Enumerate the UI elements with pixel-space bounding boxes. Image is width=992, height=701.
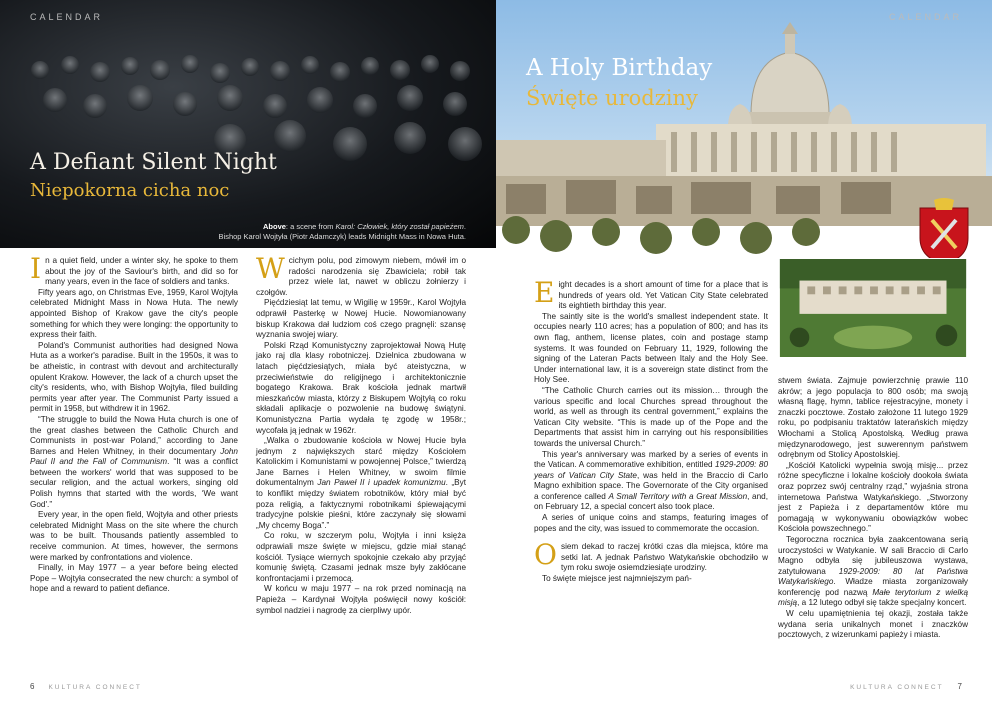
paragraph: cichym polu, pod zimowym niebem, mówił im o radości narodzenia się Zbawiciela; robił tak przez wiele lat, nawet w obliczu żołnierzy i czołgów.	[256, 256, 466, 297]
article-title-pl: Święte urodziny	[526, 86, 698, 110]
paragraph: siem dekad to raczej krótki czas dla miejsca, które ma setki lat. A jednak Państwo Watykańskie obchodziło w tym roku swoje osiemdziesiąte urodziny.	[560, 542, 768, 573]
paragraph: W celu upamiętnienia tej okazji, została także wydana seria unikalnych monet i znaczków pocztowych, z wizerunkami papieży i miasta.	[778, 609, 968, 640]
paragraph: Every year, in the open field, Wojtyła and other priests celebrated Midnight Mass on the site where the church was to be built. Thousands patiently assembled to receive communion. At times, however, the sermons were marked by confrontations and violence.	[30, 510, 238, 562]
paragraph: To święte miejsce jest najmniejszym pań-	[542, 574, 692, 584]
section-label: CALENDAR	[888, 12, 962, 22]
section-label: CALENDAR	[30, 12, 104, 22]
paragraph: Finally, in May 1977 – a year before being elected Pope – Wojtyła consecrated the new church: a symbol of hope and a reward to patient defiance.	[30, 563, 238, 594]
paragraph: Polski Rząd Komunistyczny zaprojektował Nową Hutę jako raj dla klasy robotniczej. Dzielnica zbudowana w latach pięćdziesiątych, miała być ateistyczna, w przeciwieństwie do religijnego i architektonicznie bogatego Krakowa. Brak kościoła jednak martwił mieszkańców miasta, którzy z Biskupem Wojtyłą co roku składali aplikacje o pozwolenie na budowę świątyni. Komunistyczna Partia wydała tę zgodę w 1958r.; wycofała ją jednak w 1962r.	[256, 340, 466, 435]
paragraph: “The struggle to build the Nowa Huta church is one of the great clashes between the Catholic Church and Communists in post-war Poland,” according to Jane Barnes and Helen Whitney, in their documentary John Paul II and the Fall of Communism. “It was a conflict between the workers' world that was supposed to be secular religion, and the actual workers, singing old Polish hymns that started with the words, ‘We want God'.”	[30, 414, 238, 509]
crowd-illustration	[0, 40, 496, 200]
right-page	[496, 0, 992, 701]
drop-cap: I	[30, 252, 42, 285]
vatican-gardens-photo	[778, 258, 968, 358]
page-number: 7	[957, 682, 962, 691]
caption-text: .	[463, 222, 466, 231]
article-column-en	[534, 276, 769, 585]
paragraph: stwem świata. Zajmuje powierzchnię prawie 110 akrów; a jego populacja to 800 osób; ma swoją własną flagę, hymn, tablice rejestracyjne, monety i znaczki pocztowe. Zostało założone 11 lutego 1929 roku, po podpisaniu traktatów laterańskich między Włochami a Stolicą Apostolską. Według prawa międzynarodowego, jest suwerennym państwem odrębnym od Stolicy Apostolskiej.	[778, 376, 968, 460]
article-title-en: A Holy Birthday	[526, 55, 713, 81]
paragraph: ight decades is a short amount of time for a place that is hundreds of years old. Yet Vatican City State celebrated its eightieth birthday this year.	[558, 280, 768, 311]
paragraph: Poland's Communist authorities had designed Nowa Huta as a worker's paradise. Built in the 1950s, it was to be atheistic, in contrast with devout and architecturally opulent Krakow. However, the lack of a church upset the city's residents, who, with Bishop Wojtyła, filed building permits year after year. The Communist Party issued a permit in 1958, but withdrew it in 1962.	[30, 340, 238, 414]
paragraph: Pięćdziesiąt lat temu, w Wigilię w 1959r., Karol Wojtyła odprawił Pasterkę w Nowej Hucie. Nowomianowany biskup Krakowa dał ludziom coś czego pragnęli: szansę wyznania swojej wiary.	[256, 298, 466, 340]
page-footer	[850, 682, 962, 691]
drop-cap: W	[256, 252, 285, 285]
photo-caption	[166, 222, 466, 242]
paragraph: The saintly site is the world's smallest independent state. It occupies nearly 110 acres; has a population of 800; and has its own flag, anthem, license plates, coin and postage stamp systems. It was founded on February 11, 1929, following the signing of the Lateran Pacts between Italy and the Holy See. Under international law, it is a sovereign state distinct from the Holy See.	[534, 311, 768, 385]
caption-film-title: Karol: Człowiek, który został papieżem	[335, 222, 464, 231]
caption-text: : a scene from	[285, 222, 336, 231]
paragraph: This year's anniversary was marked by a series of events in the Vatican. A commemorative exhibition, entitled 1929-2009: 80 years of Vatican City State, was held in the Braccio di Carlo Magno exhibition space. The Governorate of the City organised a conference called A Small Territory with a Great Mission, and, on February 12, a special concert also took place.	[534, 449, 769, 512]
paragraph: “The Catholic Church carries out its mission… through the various specific and local Churches spread throughout the world, as well as through its central government,” explains the Vatican City website. “This is made up of the Pope and the Departments that assist him in carrying out his responsibilities towards the universal Church.”	[534, 385, 768, 448]
drop-cap: E	[534, 276, 555, 309]
paragraph: „Kościół Katolicki wypełnia swoją misję... przez różne specyficzne i lokalne kościoły dookoła świata oraz poprzez swój centralny rząd,” wyjaśnia strona internetowa Państwa Watykańskiego. „Stworzony jest z Papieża i z departamentów które mu pomagają w wykonywaniu obowiązków wobec Kościoła powszechnego.”	[778, 460, 968, 534]
paragraph: „Walka o zbudowanie kościoła w Nowej Hucie była jednym z największych starć między Kościołem Katolickim i Komunistami w powojennej Polsce,” twierdzą Jane Barnes i Helen Whitney, w swoim filmie dokumentalnym Jan Paweł II i upadek komunizmu. „Byt to konflikt między światem robotników, który miał być poza religią, a faktycznymi robotnikami śpiewającymi tradycyjne polskie pieśni, które zaczynały się słowami „My chcemy Boga”.”	[256, 436, 467, 530]
paragraph: Fifty years ago, on Christmas Eve, 1959, Karol Wojtyła celebrated Midnight Mass in Nowa Huta. The newly appointed Bishop of Krakow gave the city's people something for which they were longing: the opportunity to express their faith.	[30, 287, 238, 340]
page-footer	[30, 682, 142, 691]
article-title-en: A Defiant Silent Night	[30, 150, 277, 175]
caption-lead: Above	[262, 222, 286, 231]
paragraph: Tegoroczna rocznica była zaakcentowana serią uroczystości w Watykanie. W sali Braccio di Carlo Magno odbyła się jubileuszowa wystawa, zatytułowana 1929-2009: 80 lat Państwa Watykańskiego. Władze miasta zorganizowały konferencję pod nazwą Małe terytorium z wielką misją, a 12 lutego odbył się także specjalny koncert.	[778, 534, 969, 608]
paragraph: W końcu w maju 1977 – na rok przed nominacją na Papieża – Kardynał Wojtyła poświęcił nowy kościół: symbol nadziei i nagrodę za cierpliwy upór.	[256, 584, 466, 615]
magazine-name: KULTURA CONNECT	[850, 684, 944, 691]
caption-text: Bishop Karol Wojtyła (Piotr Adamczyk) leads Midnight Mass in Nowa Huta.	[218, 232, 466, 241]
article-column-pl	[256, 252, 467, 616]
paragraph: n a quiet field, under a winter sky, he spoke to them about the joy of the Saviour's birth, and did so for many years, even in the face of soldiers and tanks.	[45, 256, 238, 287]
page-number: 6	[30, 682, 35, 691]
drop-cap: O	[534, 538, 557, 572]
vatican-coat-of-arms-icon	[914, 198, 974, 266]
article-column-en	[30, 252, 238, 595]
paragraph: Co roku, w szczerym polu, Wojtyła i inni księża odprawiali msze święte w miejscu, gdzie miał stanąć kościół. Tysiące wiernych spokojnie czekało aby przyjąć komunię świętą. Czasami jednak msze były zakłócane konfrontacjami i przemocą.	[256, 531, 466, 583]
article-title-pl: Niepokorna cicha noc	[30, 180, 230, 201]
article-column-pl	[778, 376, 968, 641]
paragraph: A series of unique coins and stamps, featuring images of popes and the city, was issued to commemorate the occasion.	[534, 513, 768, 533]
hero-image-midnight-mass	[0, 0, 496, 248]
magazine-name: KULTURA CONNECT	[48, 684, 142, 691]
